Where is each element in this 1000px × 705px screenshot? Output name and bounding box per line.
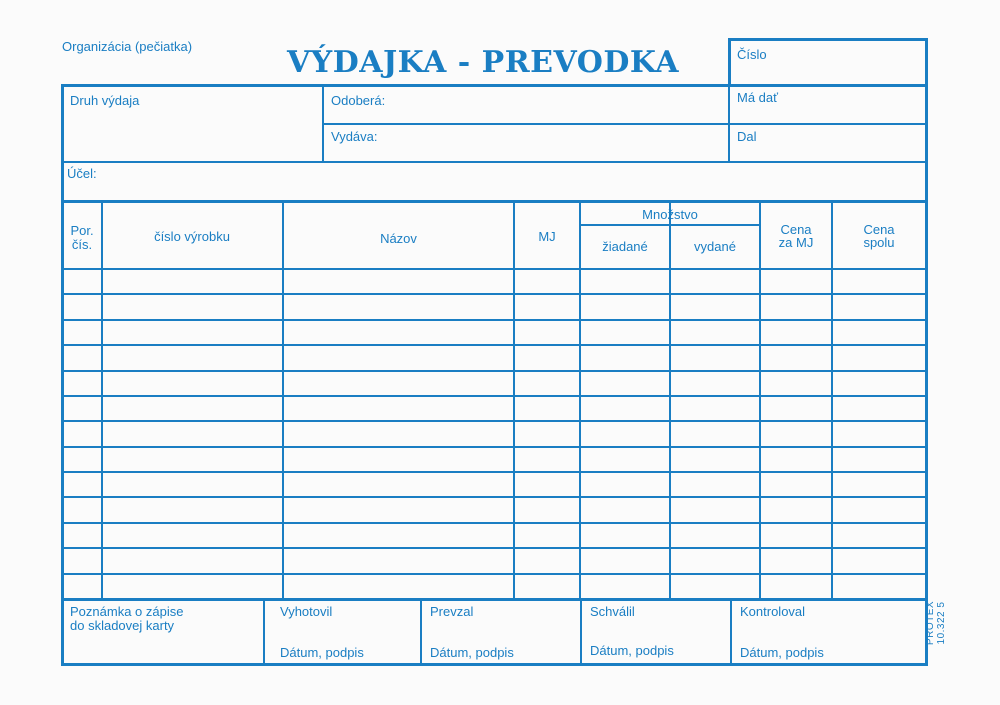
organization-label: Organizácia (pečiatka)	[62, 39, 193, 54]
issuer-field[interactable]	[324, 125, 727, 160]
table-cell[interactable]	[581, 321, 670, 344]
table-cell[interactable]	[761, 372, 832, 395]
table-cell[interactable]	[581, 549, 670, 573]
table-cell[interactable]	[515, 270, 580, 293]
note-label-line2: do skladovej karty	[70, 618, 175, 633]
table-cell[interactable]	[833, 422, 924, 446]
table-cell[interactable]	[761, 575, 832, 598]
outer-border-right	[925, 38, 928, 666]
table-cell[interactable]	[103, 346, 283, 370]
table-cell[interactable]	[64, 397, 102, 420]
table-cell[interactable]	[671, 321, 760, 344]
table-cell[interactable]	[833, 321, 924, 344]
table-cell[interactable]	[284, 422, 514, 446]
table-cell[interactable]	[833, 498, 924, 522]
table-cell[interactable]	[761, 346, 832, 370]
table-cell[interactable]	[671, 575, 760, 598]
table-cell[interactable]	[761, 448, 832, 471]
table-cell[interactable]	[515, 549, 580, 573]
table-cell[interactable]	[671, 524, 760, 547]
table-cell[interactable]	[761, 270, 832, 293]
approved-signature-field[interactable]	[583, 601, 729, 662]
table-cell[interactable]	[103, 549, 283, 573]
table-cell[interactable]	[671, 346, 760, 370]
header-total-price-line2: spolu	[863, 235, 895, 250]
table-cell[interactable]	[833, 270, 924, 293]
table-cell[interactable]	[833, 549, 924, 573]
table-cell[interactable]	[64, 473, 102, 496]
table-cell[interactable]	[103, 321, 283, 344]
table-cell[interactable]	[761, 422, 832, 446]
debit-field[interactable]	[730, 86, 925, 122]
table-cell[interactable]	[64, 295, 102, 319]
table-cell[interactable]	[833, 524, 924, 547]
outer-border-bottom	[61, 663, 928, 666]
table-cell[interactable]	[761, 295, 832, 319]
table-cell[interactable]	[64, 321, 102, 344]
note-field[interactable]	[64, 601, 262, 662]
table-cell[interactable]	[284, 473, 514, 496]
table-cell[interactable]	[671, 498, 760, 522]
table-cell[interactable]	[581, 422, 670, 446]
table-cell[interactable]	[64, 524, 102, 547]
header-unit: MJ	[538, 229, 556, 244]
table-cell[interactable]	[515, 321, 580, 344]
table-cell[interactable]	[64, 422, 102, 446]
header-unit-price-line1: Cena	[780, 222, 812, 237]
received-date-signature: Dátum, podpis	[430, 645, 514, 660]
table-cell[interactable]	[581, 524, 670, 547]
table-cell[interactable]	[581, 270, 670, 293]
table-cell[interactable]	[581, 397, 670, 420]
issue-type-label: Druh výdaja	[70, 93, 140, 108]
table-cell[interactable]	[833, 473, 924, 496]
table-cell[interactable]	[515, 346, 580, 370]
table-cell[interactable]	[284, 549, 514, 573]
table-cell[interactable]	[761, 321, 832, 344]
footer-divider-1	[263, 599, 265, 664]
receiver-field[interactable]	[324, 86, 727, 122]
table-cell[interactable]	[671, 448, 760, 471]
checked-label: Kontroloval	[740, 604, 806, 619]
table-cell[interactable]	[515, 524, 580, 547]
credit-field[interactable]	[730, 125, 925, 160]
purpose-field[interactable]	[64, 163, 925, 199]
header-order-line1: Por.	[70, 223, 94, 238]
table-cell[interactable]	[103, 575, 283, 598]
table-cell[interactable]	[581, 448, 670, 471]
table-cell[interactable]	[671, 422, 760, 446]
table-cell[interactable]	[64, 575, 102, 598]
issuer-label: Vydáva:	[331, 129, 378, 144]
purpose-label: Účel:	[67, 166, 97, 181]
table-cell[interactable]	[671, 397, 760, 420]
footer-divider-4	[730, 599, 732, 664]
table-cell[interactable]	[833, 397, 924, 420]
approved-date-signature: Dátum, podpis	[590, 643, 674, 658]
credit-label: Dal	[737, 129, 757, 144]
footer-divider-3	[580, 599, 582, 664]
checked-date-signature: Dátum, podpis	[740, 645, 824, 660]
table-cell[interactable]	[284, 448, 514, 471]
header-total-price-line1: Cena	[863, 222, 895, 237]
table-cell[interactable]	[671, 372, 760, 395]
table-cell[interactable]	[671, 295, 760, 319]
header-issued: vydané	[694, 239, 736, 254]
issue-type-field[interactable]	[64, 86, 321, 160]
table-cell[interactable]	[515, 473, 580, 496]
table-cell[interactable]	[103, 524, 283, 547]
table-cell[interactable]	[833, 575, 924, 598]
table-cell[interactable]	[581, 295, 670, 319]
table-cell[interactable]	[64, 498, 102, 522]
table-cell[interactable]	[581, 498, 670, 522]
table-cell[interactable]	[103, 448, 283, 471]
table-cell[interactable]	[64, 270, 102, 293]
table-cell[interactable]	[833, 346, 924, 370]
table-cell[interactable]	[284, 498, 514, 522]
table-cell[interactable]	[103, 397, 283, 420]
table-cell[interactable]	[103, 473, 283, 496]
table-cell[interactable]	[761, 524, 832, 547]
table-cell[interactable]	[284, 295, 514, 319]
debit-label: Má dať	[737, 90, 779, 105]
form-code: PROTEX 10.322 5	[925, 600, 947, 646]
header-quantity: Množstvo	[642, 207, 698, 222]
table-cell[interactable]	[515, 422, 580, 446]
table-cell[interactable]	[515, 397, 580, 420]
table-cell[interactable]	[103, 372, 283, 395]
header-name: Názov	[380, 231, 417, 246]
table-cell[interactable]	[515, 372, 580, 395]
table-cell[interactable]	[515, 448, 580, 471]
table-cell[interactable]	[284, 524, 514, 547]
table-cell[interactable]	[64, 549, 102, 573]
table-cell[interactable]	[761, 397, 832, 420]
received-label: Prevzal	[430, 604, 474, 619]
table-cell[interactable]	[284, 270, 514, 293]
table-cell[interactable]	[671, 473, 760, 496]
form-title: VÝDAJKA - PREVODKA	[287, 45, 680, 80]
table-cell[interactable]	[103, 422, 283, 446]
table-cell[interactable]	[581, 473, 670, 496]
header-requested: žiadané	[602, 239, 648, 254]
note-label-line1: Poznámka o zápise	[70, 604, 184, 619]
table-cell[interactable]	[761, 473, 832, 496]
footer-divider-2	[420, 599, 422, 664]
table-cell[interactable]	[515, 295, 580, 319]
table-cell[interactable]	[284, 575, 514, 598]
table-cell[interactable]	[581, 346, 670, 370]
table-cell[interactable]	[761, 498, 832, 522]
table-cell[interactable]	[671, 270, 760, 293]
table-cell[interactable]	[515, 498, 580, 522]
header-order-line2: čís.	[71, 237, 93, 252]
prepared-date-signature: Dátum, podpis	[280, 645, 364, 660]
number-field[interactable]	[730, 40, 925, 84]
prepared-signature-field[interactable]	[266, 601, 419, 662]
header-product-number: číslo výrobku	[154, 229, 230, 244]
table-cell[interactable]	[64, 346, 102, 370]
table-cell[interactable]	[103, 295, 283, 319]
number-label: Číslo	[737, 47, 767, 62]
checked-signature-field[interactable]	[733, 601, 924, 662]
table-cell[interactable]	[515, 575, 580, 598]
table-cell[interactable]	[833, 448, 924, 471]
table-cell[interactable]	[284, 346, 514, 370]
table-cell[interactable]	[103, 270, 283, 293]
receiver-label: Odoberá:	[331, 93, 386, 108]
purpose-bottom-line	[61, 200, 928, 203]
table-cell[interactable]	[581, 575, 670, 598]
table-cell[interactable]	[64, 372, 102, 395]
prepared-label: Vyhotovil	[280, 604, 333, 619]
table-cell[interactable]	[284, 397, 514, 420]
table-cell[interactable]	[671, 549, 760, 573]
table-cell[interactable]	[64, 448, 102, 471]
approved-label: Schválil	[590, 604, 635, 619]
table-cell[interactable]	[833, 295, 924, 319]
table-cell[interactable]	[284, 372, 514, 395]
received-signature-field[interactable]	[423, 601, 579, 662]
table-cell[interactable]	[833, 372, 924, 395]
header-unit-price-line2: za MJ	[778, 235, 814, 250]
table-cell[interactable]	[103, 498, 283, 522]
table-cell[interactable]	[761, 549, 832, 573]
quantity-subheader-line	[580, 224, 760, 226]
table-cell[interactable]	[284, 321, 514, 344]
table-cell[interactable]	[581, 372, 670, 395]
